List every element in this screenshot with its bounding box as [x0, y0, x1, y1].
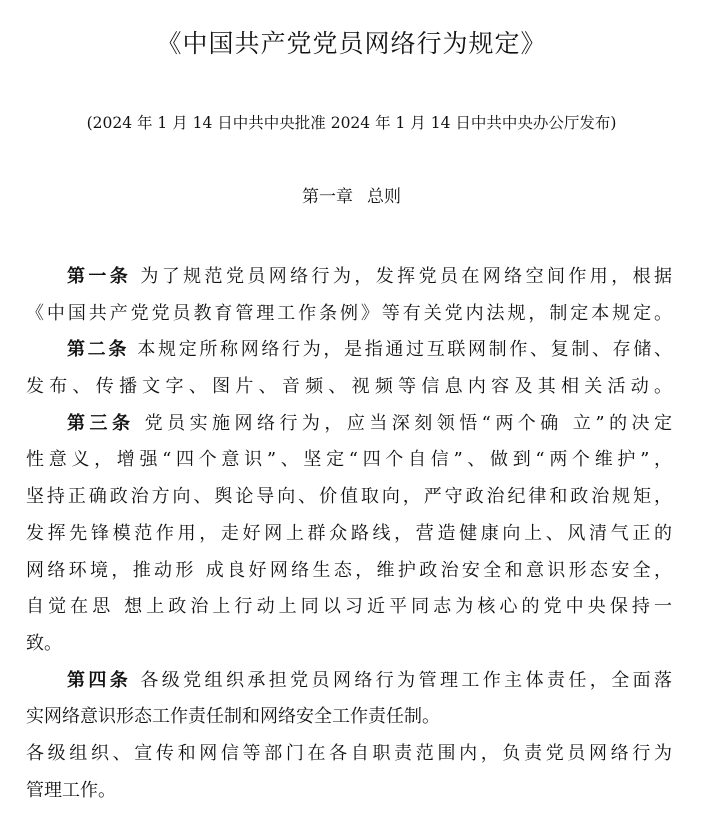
article-2-label: 第二条 [67, 339, 129, 361]
article-3-line-1 [26, 406, 672, 443]
article-2-line-2: 发布、传播文字、图片、音频、视频等信息内容及其相关活动。 [26, 376, 672, 398]
article-4 [26, 663, 672, 736]
article-3-line-7: 致。 [26, 632, 62, 654]
chapter-name: 总则 [367, 187, 401, 207]
article-4-text-1: 各级党组织承担党员网络行为管理工作主体责任，全面落 [140, 669, 672, 691]
article-1 [26, 259, 672, 332]
article-3-label: 第三条 [67, 412, 135, 434]
chapter-heading [0, 184, 703, 210]
extra-line-2: 管理工作。 [26, 779, 116, 801]
article-3 [26, 406, 672, 663]
article-2 [26, 332, 672, 405]
article-4-extra-paragraph [26, 736, 672, 809]
article-4-label: 第四条 [67, 669, 132, 691]
article-1-line-2: 《中国共产党党员教育管理工作条例》等有关党内法规，制定本规定。 [26, 302, 672, 324]
article-3-line-2: 性意义，增强“四个意识”、坚定“四个自信”、做到“两个维护”， [26, 449, 672, 471]
document-title: 《中国共产党党员网络行为规定》 [156, 29, 547, 58]
article-1-line-1 [26, 259, 672, 296]
article-3-line-6: 自觉在思 想上政治上行动上同以习近平同志为核心的党中央保持一 [26, 596, 672, 618]
article-1-text-1: 为了规范党员网络行为，发挥党员在网络空间作用，根据 [140, 266, 672, 287]
article-1-label: 第一条 [67, 266, 132, 287]
extra-line-1: 各级组织、宣传和网信等部门在各自职责范围内，负责党员网络行为 [26, 742, 672, 764]
article-3-text-1: 党员实施网络行为，应当深刻领悟“两个确 立”的决定 [144, 412, 672, 434]
document-body [26, 259, 672, 809]
document-subtitle: (2024 年 1 月 14 日中共中央批准 2024 年 1 月 14 日中共中央办公厅发布) [86, 114, 617, 132]
chapter-number: 第一章 [302, 187, 353, 207]
article-3-line-5: 网络环境，推动形 成良好网络生态，维护政治安全和意识形态安全， [26, 559, 672, 581]
article-4-line-2: 实网络意识形态工作责任制和网络安全工作责任制。 [26, 706, 440, 728]
article-2-line-1 [26, 332, 672, 369]
article-3-line-3: 坚持正确政治方向、舆论导向、价值取向，严守政治纪律和政治规矩， [26, 486, 672, 508]
article-4-line-1 [26, 663, 672, 700]
article-3-line-4: 发挥先锋模范作用，走好网上群众路线，营造健康向上、风清气正的 [26, 522, 672, 544]
article-2-text-1: 本规定所称网络行为，是指通过互联网制作、复制、存储、 [137, 339, 672, 361]
